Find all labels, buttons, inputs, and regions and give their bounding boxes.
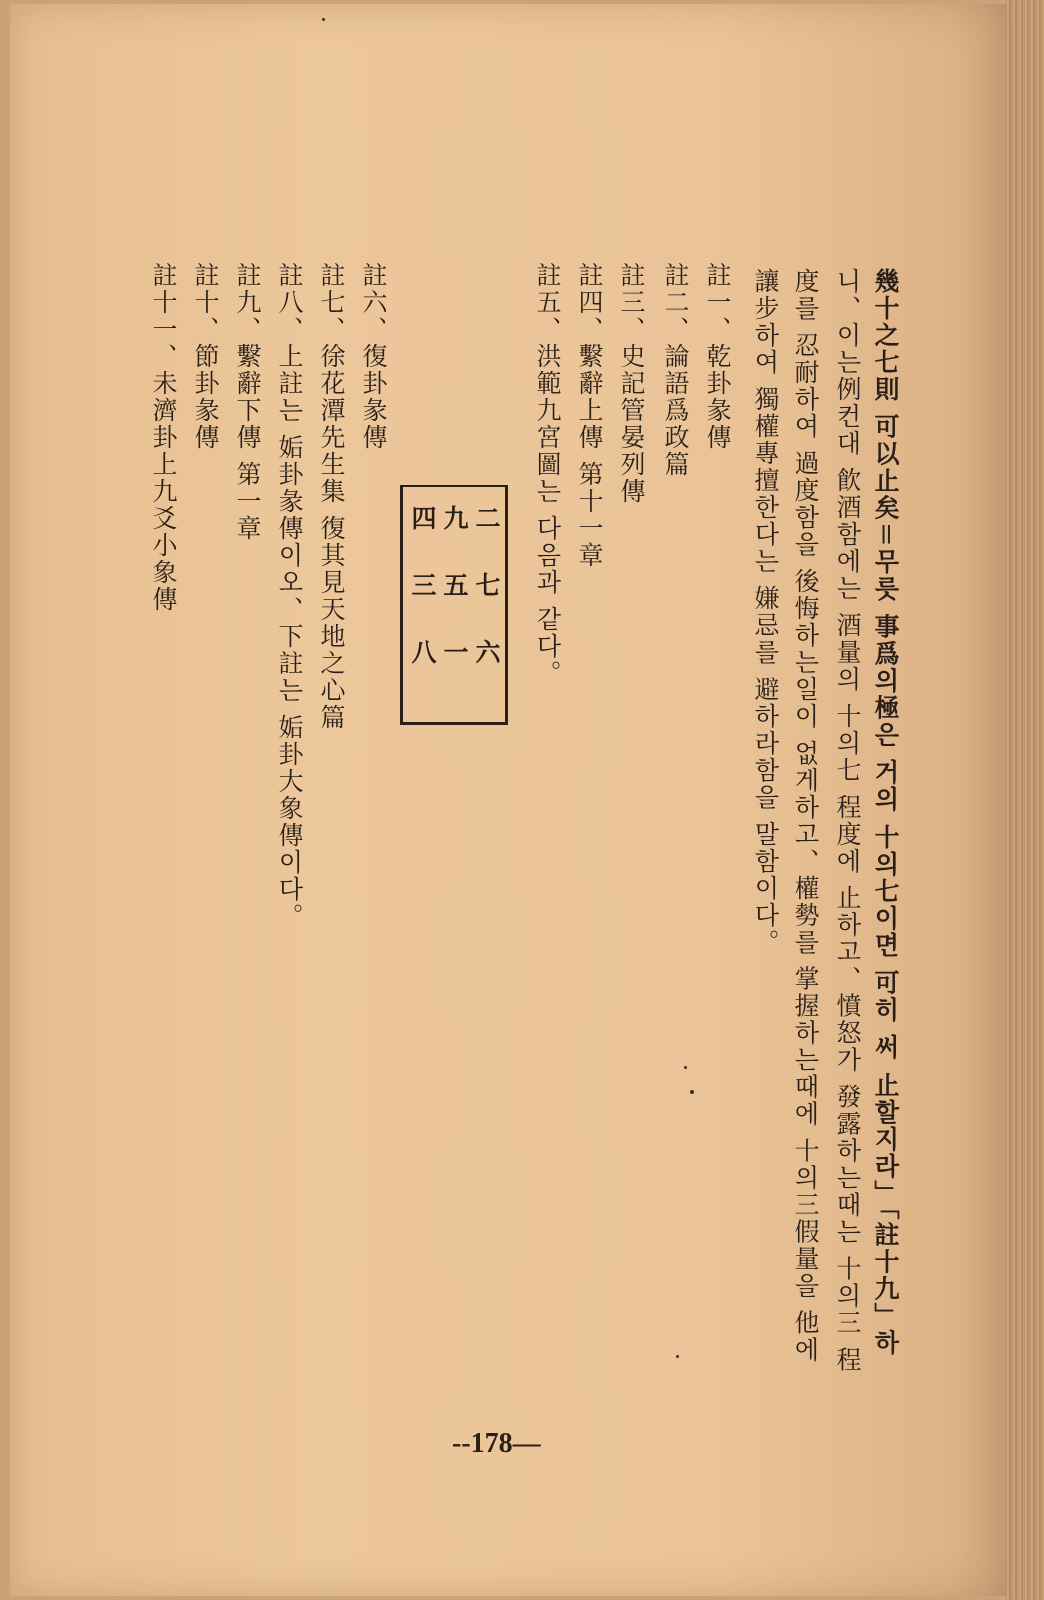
nine-palace-grid <box>400 485 508 725</box>
footnote: 註一、乾卦彖傳 <box>703 262 732 451</box>
footnote: 註五、洪範九宮圖는 다음과 같다。 <box>533 262 562 687</box>
main-text-line: 度를 忍耐하여 過度함을 後悔하는일이 없게하고、權勢를 掌握하는때에 十의三假量을 他에 <box>791 268 820 1364</box>
main-text-line: 니、이는例컨대 飮酒함에는 酒量의 十의七 程度에 止하고、憤怒가 發露하는때는 十의三 程 <box>833 268 862 1374</box>
footnote: 註八、上註는 姤卦彖傳이오、下註는 姤卦大象傳이다。 <box>275 262 304 930</box>
main-text-line: 讓步하여 獨權專擅한다는 嫌忌를 避하라함을 말함이다。 <box>751 268 780 956</box>
ink-speck <box>690 1090 694 1094</box>
ink-speck <box>322 18 325 21</box>
footnote: 註三、史記管晏列傳 <box>617 262 646 505</box>
footnote: 註十、節卦彖傳 <box>191 262 220 451</box>
grid-column: 九五一 <box>440 505 469 706</box>
footnote: 註九、繫辭下傳 第一章 <box>233 262 262 542</box>
footnote: 註十一、未濟卦上九爻小象傳 <box>149 262 178 613</box>
page-edges <box>1006 0 1044 1600</box>
grid-column: 四三八 <box>408 505 437 706</box>
footnote: 註四、繫辭上傳 第十一章 <box>575 262 604 569</box>
footnote: 註二、論語爲政篇 <box>661 262 690 478</box>
page-number: --178— <box>452 1428 541 1459</box>
ink-speck <box>676 1355 679 1358</box>
main-text-line: 幾十之七則 可以止矣＝무릇 事爲의極은 거의 十의七이면 可히 써 止할지라」「註十九」하 <box>871 268 900 1357</box>
grid-column: 二七六 <box>472 505 501 706</box>
footnote: 註六、復卦彖傳 <box>359 262 388 451</box>
footnote: 註七、徐花潭先生集 復其見天地之心篇 <box>317 262 346 731</box>
ink-speck <box>684 1066 687 1069</box>
